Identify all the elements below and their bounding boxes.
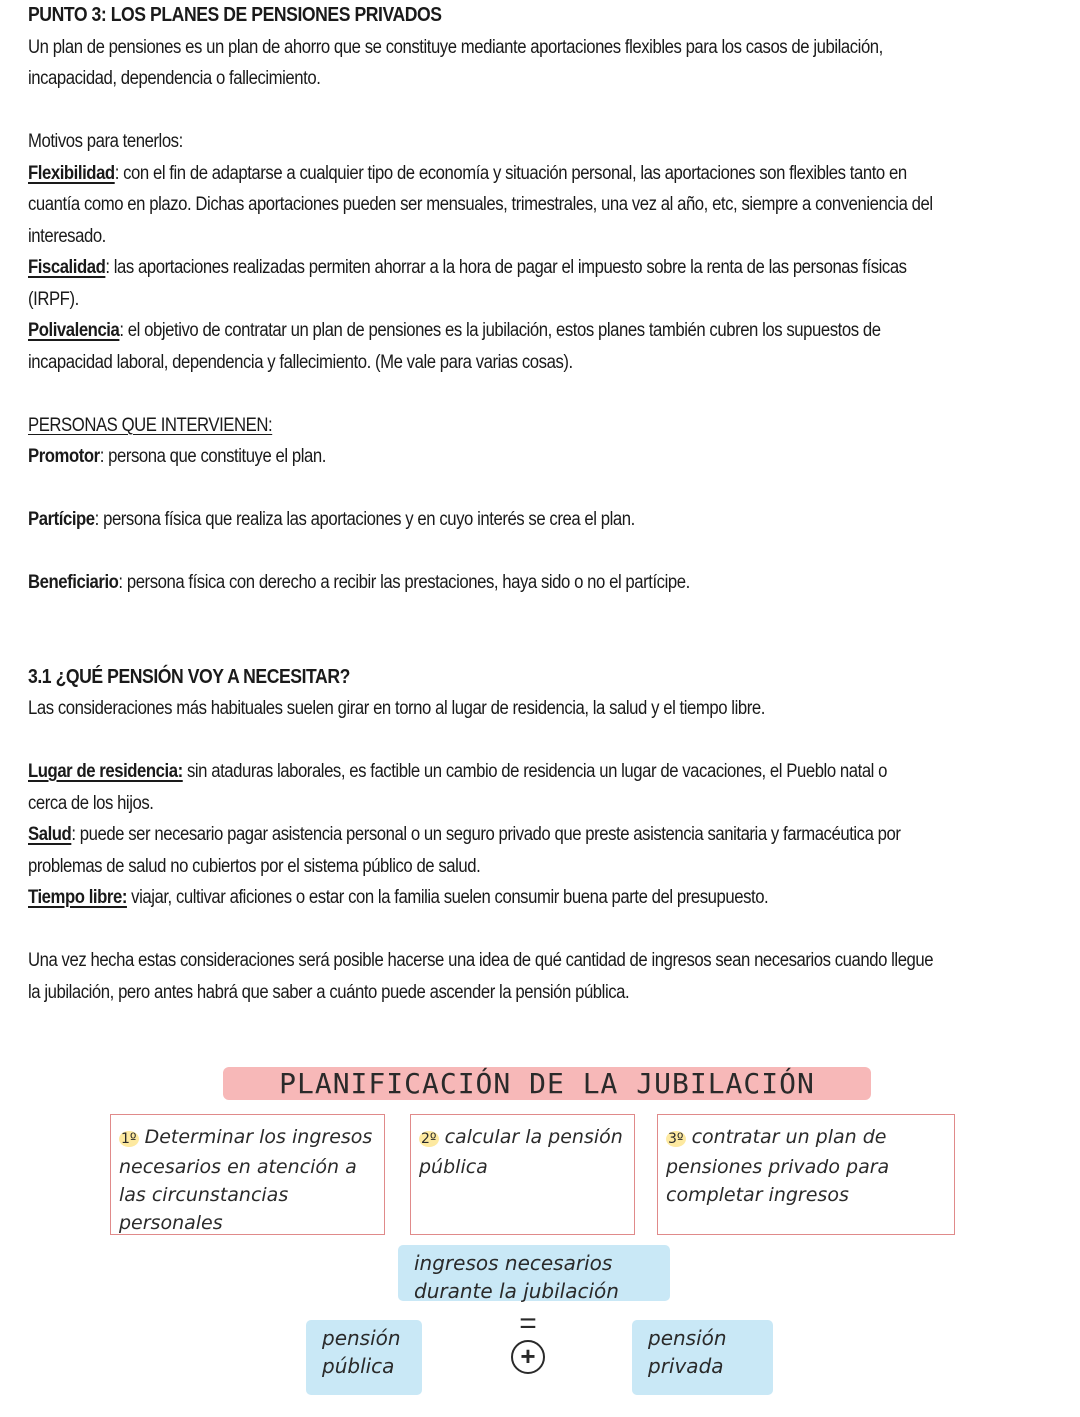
flexibilidad-text: : con el fin de adaptarse a cualquier tipo de economía y situación personal, las aportaciones son flexibles tanto en (114, 162, 907, 184)
step-2-text: calcular la pensión pública (419, 1126, 623, 1178)
subsection-title: 3.1 ¿QUÉ PENSIÓN VOY A NECESITAR? (28, 665, 350, 688)
needed-income-note: ingresos necesarios durante la jubilación (398, 1245, 670, 1301)
lugar-paragraph (28, 756, 1058, 788)
page-title: PUNTO 3: LOS PLANES DE PENSIONES PRIVADOS (28, 4, 442, 26)
salud-term: Salud (28, 824, 72, 845)
step-3-number: 3º (668, 1131, 684, 1147)
step-3-text: contratar un plan de pensiones privado para completar ingresos (666, 1126, 890, 1206)
lugar-term: Lugar de residencia: (28, 761, 183, 782)
intro-line: incapacidad, dependencia o fallecimiento. (28, 68, 321, 89)
promotor-term: Promotor (28, 446, 100, 467)
fiscalidad-text: : las aportaciones realizadas permiten ahorrar a la hora de pagar el impuesto sobre la renta de las personas físicas (105, 257, 907, 278)
step-1-text: Determinar los ingresos necesarios en atención a las circunstancias personales (119, 1126, 373, 1234)
beneficiario-term: Beneficiario (28, 572, 119, 593)
fiscalidad-line: (IRPF). (28, 288, 79, 310)
personas-label: PERSONAS QUE INTERVIENEN: (28, 414, 273, 436)
equation-symbols (509, 1307, 547, 1374)
salud-line: problemas de salud no cubiertos por el sistema público de salud. (28, 855, 481, 877)
motivos-label: Motivos para tenerlos: (28, 131, 183, 152)
participe-text: : persona física que realiza las aportaciones y en cuyo interés se crea el plan. (94, 509, 635, 530)
plus-icon: + (511, 1340, 545, 1374)
beneficiario-text: : persona física con derecho a recibir las prestaciones, haya sido o no el partícipe. (118, 572, 690, 593)
public-pension-note: pensión pública (306, 1320, 422, 1395)
final-paragraph: Una vez hecha estas consideraciones será posible hacerse una idea de qué cantidad de ingresos sean necesarios cuando llegue (28, 950, 934, 971)
flexibilidad-line: cuantía como en plazo. Dichas aportaciones pueden ser mensuales, trimestrales, una vez al año, etc, siempre a conveniencia del (28, 194, 933, 215)
polivalencia-paragraph (28, 315, 1058, 347)
tiempo-term: Tiempo libre: (28, 887, 127, 908)
salud-paragraph (28, 819, 1058, 851)
lugar-text: sin ataduras laborales, es factible un cambio de residencia un lugar de vacaciones, el Pueblo natal o (182, 761, 888, 782)
private-pension-note: pensión privada (632, 1320, 773, 1395)
lugar-line: cerca de los hijos. (28, 792, 154, 814)
step-3-box (657, 1114, 955, 1235)
equals-sign: = (519, 1307, 537, 1340)
fiscalidad-term: Fiscalidad (28, 257, 106, 278)
document-body (28, 0, 1058, 1008)
tiempo-paragraph (28, 882, 1058, 914)
participe-term: Partícipe (28, 509, 95, 530)
polivalencia-line: incapacidad laboral, dependencia y fallecimiento. (Me vale para varias cosas). (28, 351, 573, 373)
diagram-banner: PLANIFICACIÓN DE LA JUBILACIÓN (223, 1067, 871, 1100)
flexibilidad-paragraph (28, 158, 1058, 190)
step-1-number: 1º (121, 1131, 137, 1147)
step-1-box (110, 1114, 385, 1235)
salud-text: : puede ser necesario pagar asistencia personal o un seguro privado que preste asistencia sanitaria y farmacéutica por (71, 824, 901, 845)
tiempo-text: viajar, cultivar aficiones o estar con la familia suelen consumir buena parte del presupuesto. (126, 887, 769, 908)
polivalencia-term: Polivalencia (28, 320, 120, 341)
fiscalidad-paragraph (28, 252, 1058, 284)
intro-line: Un plan de pensiones es un plan de ahorro que se constituye mediante aportaciones flexibles para los casos de jubilación, (28, 36, 883, 58)
flexibilidad-line: interesado. (28, 225, 106, 247)
promotor-text: : persona que constituye el plan. (99, 446, 326, 467)
flexibilidad-term: Flexibilidad (28, 162, 115, 184)
step-2-box (410, 1114, 635, 1235)
final-line: la jubilación, pero antes habrá que saber a cuánto puede ascender la pensión pública. (28, 981, 630, 1003)
step-2-number: 2º (421, 1131, 437, 1147)
promotor-paragraph (28, 441, 1058, 473)
beneficiario-paragraph (28, 567, 1058, 599)
participe-paragraph (28, 504, 1058, 536)
polivalencia-text: : el objetivo de contratar un plan de pensiones es la jubilación, estos planes también cubren los supuestos de (119, 320, 881, 341)
subsection-intro: Las consideraciones más habituales suelen girar en torno al lugar de residencia, la salud y el tiempo libre. (28, 698, 765, 719)
